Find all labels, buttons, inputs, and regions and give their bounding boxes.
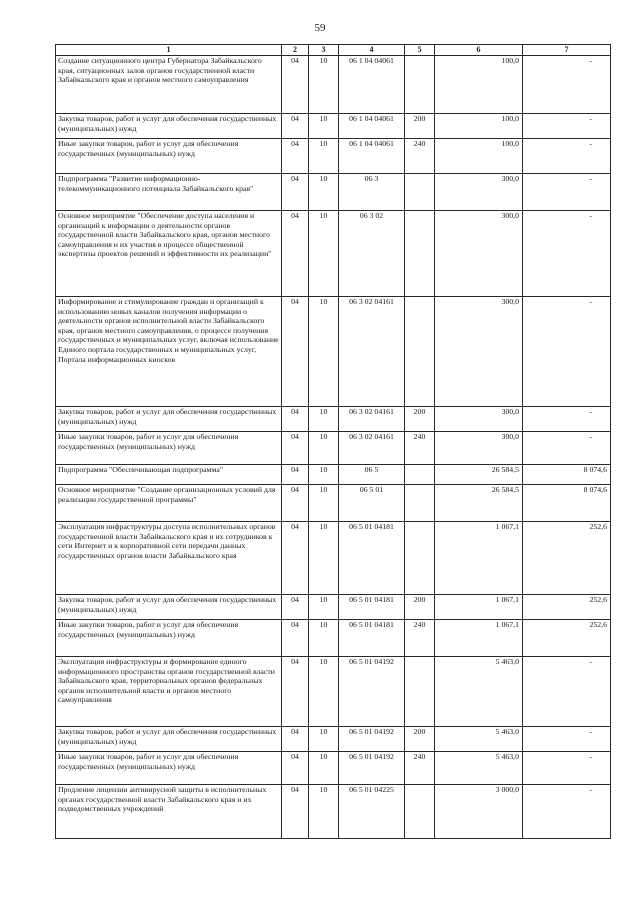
row-target-article: 06 1 04 04061 xyxy=(339,139,405,174)
table-row xyxy=(56,465,611,485)
table-row xyxy=(56,485,611,522)
header-col-3: 3 xyxy=(309,45,339,56)
row-expense-type: 200 xyxy=(405,114,435,139)
row-section-code: 04 xyxy=(282,297,309,407)
row-section-code: 04 xyxy=(282,485,309,522)
row-section-code: 04 xyxy=(282,785,309,839)
row-target-article: 06 5 01 04225 xyxy=(339,785,405,839)
row-amount-1: 100,0 xyxy=(435,139,523,174)
row-name: Иные закупки товаров, работ и услуг для обеспечения государственных (муниципальных) нужд xyxy=(56,432,282,465)
row-target-article: 06 5 01 04192 xyxy=(339,752,405,785)
row-section-code: 04 xyxy=(282,620,309,657)
row-subsection-code: 10 xyxy=(309,139,339,174)
row-expense-type: 240 xyxy=(405,620,435,657)
row-expense-type xyxy=(405,522,435,595)
row-amount-2: - xyxy=(523,657,611,727)
row-expense-type xyxy=(405,485,435,522)
row-expense-type xyxy=(405,785,435,839)
row-name: Иные закупки товаров, работ и услуг для обеспечения государственных (муниципальных) нужд xyxy=(56,752,282,785)
row-subsection-code: 10 xyxy=(309,727,339,752)
row-amount-2: - xyxy=(523,785,611,839)
row-amount-2: - xyxy=(523,114,611,139)
row-amount-2: 252,6 xyxy=(523,620,611,657)
header-col-4: 4 xyxy=(339,45,405,56)
row-section-code: 04 xyxy=(282,657,309,727)
row-name: Подпрограмма "Развитие информационно-телекоммуникационного потенциала Забайкальского края" xyxy=(56,174,282,211)
row-amount-2: - xyxy=(523,432,611,465)
row-section-code: 04 xyxy=(282,114,309,139)
row-name: Основное мероприятие "Создание организационных условий для реализации государственной программы" xyxy=(56,485,282,522)
row-amount-1: 26 584,5 xyxy=(435,485,523,522)
row-target-article: 06 3 02 xyxy=(339,211,405,297)
row-expense-type xyxy=(405,174,435,211)
row-amount-1: 1 067,1 xyxy=(435,595,523,620)
row-expense-type: 200 xyxy=(405,595,435,620)
row-amount-1: 5 463,0 xyxy=(435,657,523,727)
row-amount-1: 300,0 xyxy=(435,174,523,211)
row-name: Подпрограмма "Обеспечивающая подпрограмма" xyxy=(56,465,282,485)
header-col-1: 1 xyxy=(56,45,282,56)
row-target-article: 06 5 01 04181 xyxy=(339,595,405,620)
table-row xyxy=(56,595,611,620)
row-expense-type xyxy=(405,657,435,727)
row-subsection-code: 10 xyxy=(309,432,339,465)
row-amount-1: 1 067,1 xyxy=(435,522,523,595)
row-amount-2: 8 074,6 xyxy=(523,465,611,485)
table-row xyxy=(56,785,611,839)
row-target-article: 06 1 04 04061 xyxy=(339,56,405,114)
row-amount-1: 3 000,0 xyxy=(435,785,523,839)
row-target-article: 06 5 01 04181 xyxy=(339,620,405,657)
row-subsection-code: 10 xyxy=(309,174,339,211)
header-col-6: 6 xyxy=(435,45,523,56)
row-target-article: 06 3 xyxy=(339,174,405,211)
row-amount-2: 252,6 xyxy=(523,595,611,620)
row-expense-type xyxy=(405,465,435,485)
table-row xyxy=(56,139,611,174)
row-target-article: 06 5 01 xyxy=(339,485,405,522)
row-amount-2: - xyxy=(523,211,611,297)
row-amount-1: 300,0 xyxy=(435,432,523,465)
row-expense-type: 240 xyxy=(405,139,435,174)
row-section-code: 04 xyxy=(282,465,309,485)
row-section-code: 04 xyxy=(282,752,309,785)
row-name: Эксплуатация инфраструктуры доступа исполнительных органов государственной власти Забайкальского края и их сотрудников к сети Интернет и к корпоративной сети передачи данных государственных органов власти Забайкальского края xyxy=(56,522,282,595)
row-subsection-code: 10 xyxy=(309,407,339,432)
row-subsection-code: 10 xyxy=(309,297,339,407)
row-amount-2: 8 074,6 xyxy=(523,485,611,522)
row-section-code: 04 xyxy=(282,174,309,211)
row-amount-2: - xyxy=(523,297,611,407)
row-section-code: 04 xyxy=(282,432,309,465)
row-section-code: 04 xyxy=(282,522,309,595)
row-amount-2: - xyxy=(523,727,611,752)
row-subsection-code: 10 xyxy=(309,522,339,595)
table-row xyxy=(56,114,611,139)
row-name: Иные закупки товаров, работ и услуг для обеспечения государственных (муниципальных) нужд xyxy=(56,620,282,657)
row-expense-type: 200 xyxy=(405,727,435,752)
row-amount-2: - xyxy=(523,174,611,211)
row-expense-type: 200 xyxy=(405,407,435,432)
row-section-code: 04 xyxy=(282,595,309,620)
row-section-code: 04 xyxy=(282,727,309,752)
row-expense-type xyxy=(405,211,435,297)
row-subsection-code: 10 xyxy=(309,485,339,522)
row-name: Закупка товаров, работ и услуг для обеспечения государственных (муниципальных) нужд xyxy=(56,114,282,139)
row-target-article: 06 3 02 04161 xyxy=(339,297,405,407)
table-row xyxy=(56,56,611,114)
table-row xyxy=(56,297,611,407)
row-target-article: 06 3 02 04161 xyxy=(339,407,405,432)
row-subsection-code: 10 xyxy=(309,752,339,785)
table-row xyxy=(56,211,611,297)
row-target-article: 06 3 02 04161 xyxy=(339,432,405,465)
header-col-5: 5 xyxy=(405,45,435,56)
row-subsection-code: 10 xyxy=(309,56,339,114)
table-row xyxy=(56,407,611,432)
row-subsection-code: 10 xyxy=(309,465,339,485)
row-expense-type: 240 xyxy=(405,432,435,465)
row-subsection-code: 10 xyxy=(309,211,339,297)
row-section-code: 04 xyxy=(282,211,309,297)
row-target-article: 06 5 01 04192 xyxy=(339,727,405,752)
header-row xyxy=(56,45,611,56)
page-number: 59 xyxy=(314,22,326,34)
row-amount-2: - xyxy=(523,56,611,114)
row-subsection-code: 10 xyxy=(309,620,339,657)
row-name: Информирование и стимулирование граждан и организаций к использованию новых каналов получения информации о деятельности органов исполнительной власти Забайкальского края, органов местного самоуправления, о процессе получения государственных и муниципальных услуг, включая использование Единого портала государственных и муниципальных услуг, Портала информационных киосков xyxy=(56,297,282,407)
row-name: Иные закупки товаров, работ и услуг для обеспечения государственных (муниципальных) нужд xyxy=(56,139,282,174)
table-row xyxy=(56,752,611,785)
table-row xyxy=(56,620,611,657)
table-row xyxy=(56,657,611,727)
row-target-article: 06 5 01 04192 xyxy=(339,657,405,727)
row-section-code: 04 xyxy=(282,407,309,432)
header-col-2: 2 xyxy=(282,45,309,56)
row-subsection-code: 10 xyxy=(309,595,339,620)
row-target-article: 06 5 xyxy=(339,465,405,485)
row-amount-1: 26 584,5 xyxy=(435,465,523,485)
header-col-7: 7 xyxy=(523,45,611,56)
row-subsection-code: 10 xyxy=(309,657,339,727)
row-amount-2: - xyxy=(523,407,611,432)
row-expense-type: 240 xyxy=(405,752,435,785)
row-name: Основное мероприятие "Обеспечение доступа населения и организаций к информации о деятельности органов государственной власти Забайкальского края, органов местного самоуправления и их участия в процессе общественной экспертизы проектов решений и эффективности их реализации" xyxy=(56,211,282,297)
row-amount-2: 252,6 xyxy=(523,522,611,595)
table-row xyxy=(56,432,611,465)
row-name: Закупка товаров, работ и услуг для обеспечения государственных (муниципальных) нужд xyxy=(56,727,282,752)
row-amount-1: 300,0 xyxy=(435,297,523,407)
table-row xyxy=(56,522,611,595)
row-name: Закупка товаров, работ и услуг для обеспечения государственных (муниципальных) нужд xyxy=(56,407,282,432)
row-subsection-code: 10 xyxy=(309,114,339,139)
row-section-code: 04 xyxy=(282,56,309,114)
row-section-code: 04 xyxy=(282,139,309,174)
row-target-article: 06 1 04 04061 xyxy=(339,114,405,139)
row-amount-2: - xyxy=(523,752,611,785)
row-amount-1: 300,0 xyxy=(435,407,523,432)
row-amount-1: 100,0 xyxy=(435,114,523,139)
table-row xyxy=(56,727,611,752)
row-amount-2: - xyxy=(523,139,611,174)
row-amount-1: 300,0 xyxy=(435,211,523,297)
row-amount-1: 5 463,0 xyxy=(435,752,523,785)
row-amount-1: 1 067,1 xyxy=(435,620,523,657)
row-target-article: 06 5 01 04181 xyxy=(339,522,405,595)
row-name: Закупка товаров, работ и услуг для обеспечения государственных (муниципальных) нужд xyxy=(56,595,282,620)
budget-table xyxy=(55,44,611,839)
row-subsection-code: 10 xyxy=(309,785,339,839)
row-amount-1: 5 463,0 xyxy=(435,727,523,752)
row-name: Эксплуатация инфраструктуры и формирование единого информационного пространства органов государственной власти Забайкальского края, территориальных органов федеральных органов исполнительной власти и органов местного самоуправления xyxy=(56,657,282,727)
table-row xyxy=(56,174,611,211)
row-amount-1: 100,0 xyxy=(435,56,523,114)
row-name: Продление лицензии антивирусной защиты в исполнительных органах государственной власти Забайкальского края и их подведомственных учреждений xyxy=(56,785,282,839)
row-expense-type xyxy=(405,56,435,114)
row-expense-type xyxy=(405,297,435,407)
row-name: Создание ситуационного центра Губернатора Забайкальского края, ситуационных залов органов государственной власти Забайкальского края и органов местного самоуправления xyxy=(56,56,282,114)
